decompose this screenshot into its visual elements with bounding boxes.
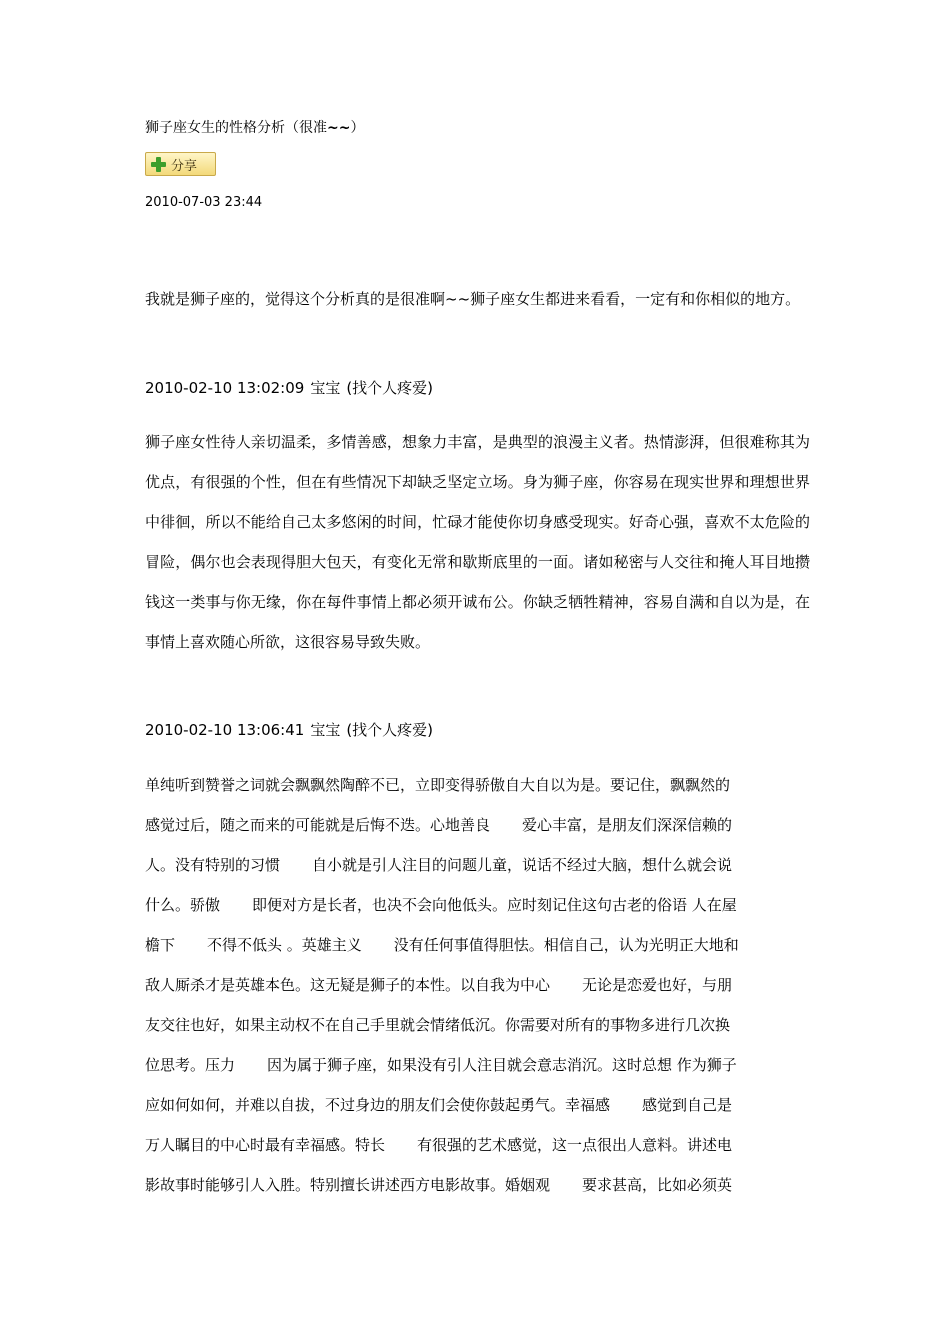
post-body: 狮子座女性待人亲切温柔，多情善感，想象力丰富，是典型的浪漫主义者。热情澎湃，但很难称其为优点，有很强的个性，但在有些情况下却缺乏坚定立场。身为狮子座，你容易在现实世界和理想世界中徘徊，所以不能给自己太多悠闲的时间，忙碌才能使你切身感受现实。好奇心强，喜欢不太危险的冒险，偶尔也会表现得胆大包天，有变化无常和歇斯底里的一面。诸如秘密与人交往和掩人耳目地攒钱这一类事与你无缘，你在每件事情上都必须开诚布公。你缺乏牺牲精神，容易自满和自以为是，在事情上喜欢随心所欲，这很容易导致失败。 bbox=[145, 433, 810, 651]
body-line: 有很强的艺术感觉，这一点很出人意料。讲述电 bbox=[417, 1136, 733, 1154]
post-timestamp: 2010-02-10 13:02:09 bbox=[145, 379, 305, 397]
body-line: 没有任何事值得胆怯。相信自己，认为光明正大地和 bbox=[393, 936, 739, 954]
body-line: 感觉过后，随之而来的可能就是后悔不迭。心地善良 bbox=[145, 816, 491, 834]
body-line: 应如何如何，并难以自拔，不过身边的朋友们会使你鼓起勇气。幸福感 bbox=[145, 1096, 611, 1114]
body-line: 什么。骄傲 bbox=[145, 896, 221, 914]
body-line: 影故事时能够引人入胜。特别擅长讲述西方电影故事。婚姻观 bbox=[145, 1176, 551, 1194]
post-author-note: (找个人疼爱) bbox=[346, 721, 434, 739]
body-line: 即便对方是长者，也决不会向他低头。应时刻记住这句古老的俗语 人在屋 bbox=[252, 896, 737, 914]
post-meta bbox=[145, 720, 439, 740]
share-button[interactable] bbox=[145, 152, 216, 176]
post-date: 2010-07-03 23:44 bbox=[145, 195, 263, 210]
body-line: 万人瞩目的中心时最有幸福感。特长 bbox=[145, 1136, 386, 1154]
body-line: 自小就是引人注目的问题儿童，说话不经过大脑，想什么就会说 bbox=[312, 856, 733, 874]
post-author: 宝宝 bbox=[310, 721, 341, 739]
post-author-note: (找个人疼爱) bbox=[346, 379, 434, 397]
body-line: 人。没有特别的习惯 bbox=[145, 856, 281, 874]
body-line: 单纯听到赞誉之词就会飘飘然陶醉不已，立即变得骄傲自大自以为是。要记住，飘飘然的 bbox=[145, 776, 731, 794]
plus-icon bbox=[151, 157, 166, 172]
article-title-text: 狮子座女生的性格分析（很准 bbox=[145, 120, 327, 136]
article-title bbox=[145, 118, 364, 138]
article-title-tilde: ~~ bbox=[327, 120, 351, 136]
body-line: 爱心丰富，是朋友们深深信赖的 bbox=[522, 816, 733, 834]
body-line: 位思考。压力 bbox=[145, 1056, 236, 1074]
share-button-label: 分享 bbox=[171, 158, 198, 174]
intro-paragraph: 我就是狮子座的，觉得这个分析真的是很准啊~~狮子座女生都进来看看，一定有和你相似的地方。 bbox=[145, 290, 801, 308]
body-line: 敌人厮杀才是英雄本色。这无疑是狮子的本性。以自我为中心 bbox=[145, 976, 551, 994]
post-author: 宝宝 bbox=[310, 379, 341, 397]
body-line: 因为属于狮子座，如果没有引人注目就会意志消沉。这时总想 作为狮子 bbox=[267, 1056, 737, 1074]
post-timestamp: 2010-02-10 13:06:41 bbox=[145, 721, 305, 739]
body-line: 友交往也好，如果主动权不在自己手里就会情绪低沉。你需要对所有的事物多进行几次换 bbox=[145, 1016, 731, 1034]
post-body bbox=[145, 765, 810, 1205]
body-line: 檐下 bbox=[145, 936, 176, 954]
post-meta bbox=[145, 378, 439, 398]
body-line: 要求甚高，比如必须英 bbox=[582, 1176, 733, 1194]
body-line: 无论是恋爱也好，与朋 bbox=[582, 976, 733, 994]
body-line: 不得不低头 。英雄主义 bbox=[207, 936, 362, 954]
article-title-close: ） bbox=[350, 120, 365, 136]
body-line: 感觉到自己是 bbox=[642, 1096, 733, 1114]
